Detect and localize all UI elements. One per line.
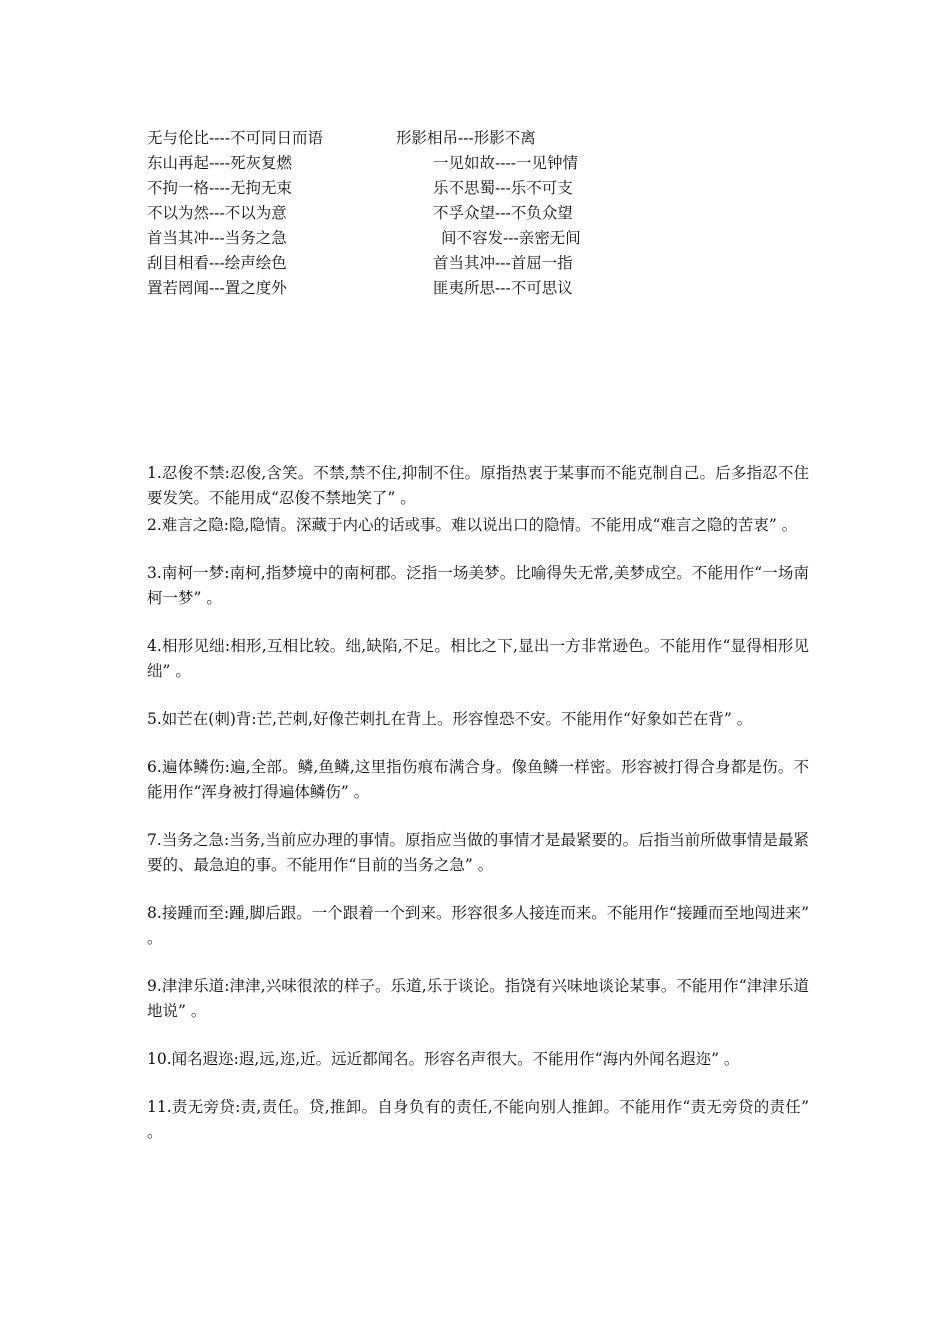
idiom-pair-row [147,176,827,201]
idiom-pair-right: 间不容发---亲密无间 [441,229,581,247]
idiom-entry-1: 1.忍俊不禁:忍俊,含笑。不禁,禁不住,抑制不住。原指热衷于某事而不能克制自己。后多指忍不住要发笑。不能用成“忍俊不禁地笑了” 。 [147,464,809,507]
idiom-entry-3: 3.南柯一梦:南柯,指梦境中的南柯郡。泛指一场美梦。比喻得失无常,美梦成空。不能用作“一场南柯一梦” 。 [147,564,809,607]
idiom-pair-right: 一见如故----一见钟情 [433,154,578,172]
idiom-pair-left: 刮目相看---绘声绘色 [147,254,287,272]
idiom-pair-right: 乐不思蜀---乐不可支 [433,179,573,197]
idiom-pair-row [147,276,827,301]
idiom-pair-left: 首当其冲---当务之急 [147,229,287,247]
idiom-entry-7: 7.当务之急:当务,当前应办理的事情。原指应当做的事情才是最紧要的。后指当前所做事情是最紧要的、最急迫的事。不能用作“目前的当务之急” 。 [147,831,809,874]
idiom-explanations [147,461,809,1145]
idiom-pair-row [147,126,827,151]
idiom-entry-6: 6.遍体鳞伤:遍,全部。鳞,鱼鳞,这里指伤痕布满合身。像鱼鳞一样密。形容被打得合身都是伤。不能用作“浑身被打得遍体鳞伤” 。 [147,758,809,801]
idiom-pair-left: 不以为然---不以为意 [147,204,287,222]
idiom-pair-left: 东山再起----死灰复燃 [147,154,292,172]
idiom-pair-left: 置若罔闻---置之度外 [147,279,287,297]
idiom-entry-4: 4.相形见绌:相形,互相比较。绌,缺陷,不足。相比之下,显出一方非常逊色。不能用作“显得相形见绌” 。 [147,637,809,680]
idiom-pair-left: 无与伦比----不可同日而语 [147,129,323,147]
idiom-pair-left: 不拘一格----无拘无束 [147,179,292,197]
idiom-entry-2: 2.难言之隐:隐,隐情。深藏于内心的话或事。难以说出口的隐情。不能用成“难言之隐的苦衷” 。 [147,516,798,534]
idiom-pair-row [147,151,827,176]
idiom-pair-right: 不孚众望---不负众望 [433,204,573,222]
idiom-pair-row [147,201,827,226]
idiom-pairs-list [147,126,827,301]
idiom-pair-row [147,226,827,251]
idiom-pair-row [147,251,827,276]
idiom-pair-right: 首当其冲---首屈一指 [433,254,573,272]
idiom-entry-11: 11.责无旁贷:责,责任。贷,推卸。自身负有的责任,不能向别人推卸。不能用作“责无旁贷的责任” 。 [147,1098,809,1141]
idiom-pair-right: 形影相吊---形影不离 [396,129,536,147]
idiom-entry-9: 9.津津乐道:津津,兴味很浓的样子。乐道,乐于谈论。指饶有兴味地谈论某事。不能用作“津津乐道地说” 。 [147,977,809,1020]
idiom-entry-8: 8.接踵而至:踵,脚后跟。一个跟着一个到来。形容很多人接连而来。不能用作“接踵而至地闯进来” 。 [147,904,809,947]
idiom-pair-right: 匪夷所思---不可思议 [433,279,573,297]
idiom-entry-5: 5.如芒在(刺)背:芒,芒刺,好像芒刺扎在背上。形容惶恐不安。不能用作“好象如芒在背” 。 [147,710,753,728]
idiom-entry-10: 10.闻名遐迩:遐,远,迩,近。远近都闻名。形容名声很大。不能用作“海内外闻名遐迩” 。 [147,1050,740,1068]
